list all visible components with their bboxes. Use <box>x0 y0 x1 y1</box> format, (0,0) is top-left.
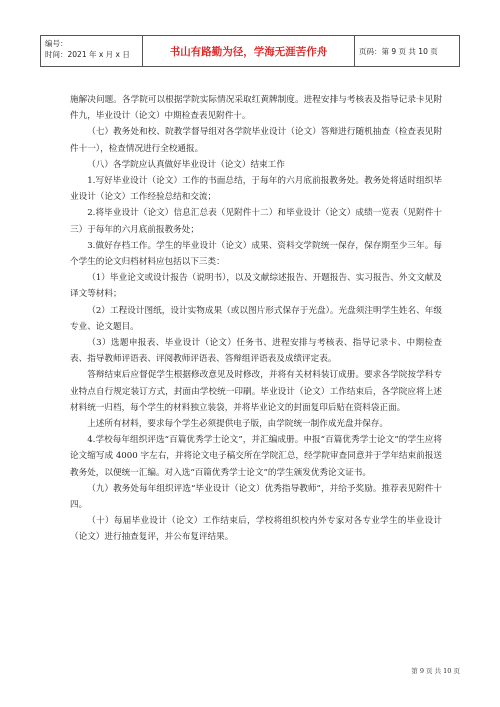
header-motto: 书山有路勤为径，学海无涯苦作舟 <box>143 36 355 66</box>
header-page-label: 页码：第 9 页 共 10 页 <box>359 46 438 56</box>
header-time-label: 时间：2021 年 x 月 x 日 <box>45 50 130 59</box>
paragraph: 上述所有材料，要求每个学生必须提供电子版，由学院统一制作成光盘并保存。 <box>87 419 388 430</box>
page-header <box>40 35 460 67</box>
paragraph: 2.将毕业设计（论文）信息汇总表（见附件十二）和毕业设计（论文）成绩一览表（见附件十三）于每年的六月底前报教务处； <box>70 208 442 235</box>
paragraph: 答辩结束后应督促学生根据修改意见及时修改，并将有关材料装订成册。要求各学院按学科专业特点自行规定装订方式，封面由学校统一印刷。毕业设计（论文）工作结束后，各学院应将上述材料统一归档，每个学生的材料独立装袋，并将毕业论文的封面复印后贴在资料袋正面。 <box>70 370 442 413</box>
paragraph: （2）工程设计图纸，设计实物成果（或以图片形式保存于光盘）。光盘须注明学生姓名、年级专业、论文题目。 <box>70 305 442 332</box>
paragraph: 3.做好存档工作。学生的毕业设计（论文）成果、资料交学院统一保存，保存期至少三年。每个学生的论文归档材料应包括以下三类： <box>70 240 442 268</box>
paragraph: （九）教务处每年组织评选“毕业设计（论文）优秀指导教师”，并给予奖励。推荐表见附件十四。 <box>70 483 442 511</box>
paragraph: 施解决问题。各学院可以根据学院实际情况采取红黄牌制度。进程安排与考核表及指导记录卡见附件九，毕业设计（论文）中期检查表见附件十。 <box>70 95 442 122</box>
paragraph: （十）每届毕业设计（论文）工作结束后，学校将组织校内外专家对各专业学生的毕业设计（论文）进行抽查复评，并公布复评结果。 <box>70 516 442 543</box>
header-meta <box>41 36 143 66</box>
header-number-label: 编号： <box>45 39 68 48</box>
page-footer: 第 9 页 共 10 页 <box>411 667 460 675</box>
paragraph: 1.写好毕业设计（论文）工作的书面总结，于每年的六月底前报教务处。教务处将适时组织毕业设计（论文）工作经验总结和交流； <box>70 176 442 203</box>
document-body <box>70 92 442 546</box>
paragraph: （七）教务处和校、院教学督导组对各学院毕业设计（论文）答辩进行随机抽查（检查表见附件十一），检查情况进行全校通报。 <box>70 127 442 154</box>
paragraph: （1）毕业论文或设计报告（说明书），以及文献综述报告、开题报告、实习报告、外文文献及译文等材料； <box>70 273 442 300</box>
paragraph: （八）各学院应认真做好毕业设计（论文）结束工作 <box>87 159 285 170</box>
paragraph: 4.学校每年组织评选“百篇优秀学士论文”，并汇编成册。申报“百篇优秀学士论文”的学生应将论文缩写成 4000 字左右，并将论文电子稿交所在学院汇总，经学院审查同意并于学年结束前报送教务处，以便统一汇编。对入选“百篇优秀学士论文”的学生颁发优秀论文证书。 <box>70 435 442 478</box>
paragraph: （3）选题申报表、毕业设计（论文）任务书、进程安排与考核表、指导记录卡、中期检查表、指导教师评语表、评阅教师评语表、答辩组评语表及成绩评定表。 <box>70 338 442 365</box>
